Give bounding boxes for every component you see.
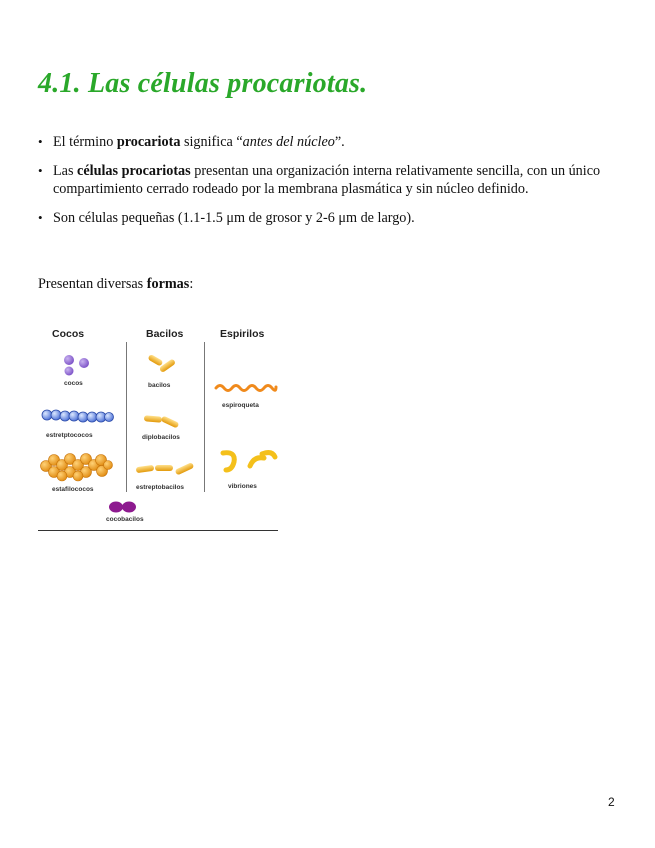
- bullet-item: • El término procariota significa “antes del núcleo”.: [38, 134, 345, 150]
- cocos-illustration: [63, 354, 93, 376]
- divider-right: [204, 342, 205, 492]
- estreptococos-illustration: [41, 408, 113, 424]
- bullet-item: • Las células procariotas presentan una organización interna relativamente sencilla, con un único compartimiento cerrado rodeado por la membrana plasmática y sin núcleo definido.: [38, 163, 601, 197]
- estreptobacilos-illustration: [136, 460, 198, 478]
- header-espirilos: Espirilos: [220, 328, 265, 340]
- label-cocobacilos: cocobacilos: [106, 516, 144, 523]
- divider-left: [126, 342, 127, 492]
- bullet-dot-icon: •: [38, 210, 43, 225]
- header-bacilos: Bacilos: [146, 328, 184, 340]
- label-bacilos: bacilos: [148, 382, 171, 389]
- figure-bottom-rule: [38, 530, 278, 531]
- label-estafilococos: estafilococos: [52, 486, 94, 493]
- label-diplobacilos: diplobacilos: [142, 434, 180, 441]
- bullet-item: • Son células pequeñas (1.1-1.5 μm de grosor y 2-6 μm de largo).: [38, 210, 415, 226]
- cocobacilos-illustration: [108, 500, 138, 514]
- diplobacilos-illustration: [144, 414, 184, 432]
- bacteria-shapes-figure: [38, 328, 280, 534]
- bullet-dot-icon: •: [38, 134, 43, 149]
- label-espiroqueta: espiroqueta: [222, 402, 259, 409]
- header-cocos: Cocos: [52, 328, 85, 340]
- espiroqueta-illustration: [214, 382, 278, 394]
- bullet-list: [38, 133, 618, 238]
- page-number: 2: [608, 795, 615, 809]
- estafilococos-illustration: [40, 452, 112, 482]
- label-estreptococos: estretptococos: [46, 432, 93, 439]
- intro-paragraph: Presentan diversas formas:: [38, 276, 194, 292]
- vibriones-illustration: [220, 448, 278, 474]
- section-title: 4.1. Las células procariotas.: [38, 68, 368, 99]
- bacilos-illustration: [148, 354, 178, 376]
- label-vibriones: vibriones: [228, 483, 257, 490]
- bullet-dot-icon: •: [38, 163, 43, 178]
- label-estreptobacilos: estreptobacilos: [136, 484, 185, 491]
- label-cocos: cocos: [64, 380, 83, 387]
